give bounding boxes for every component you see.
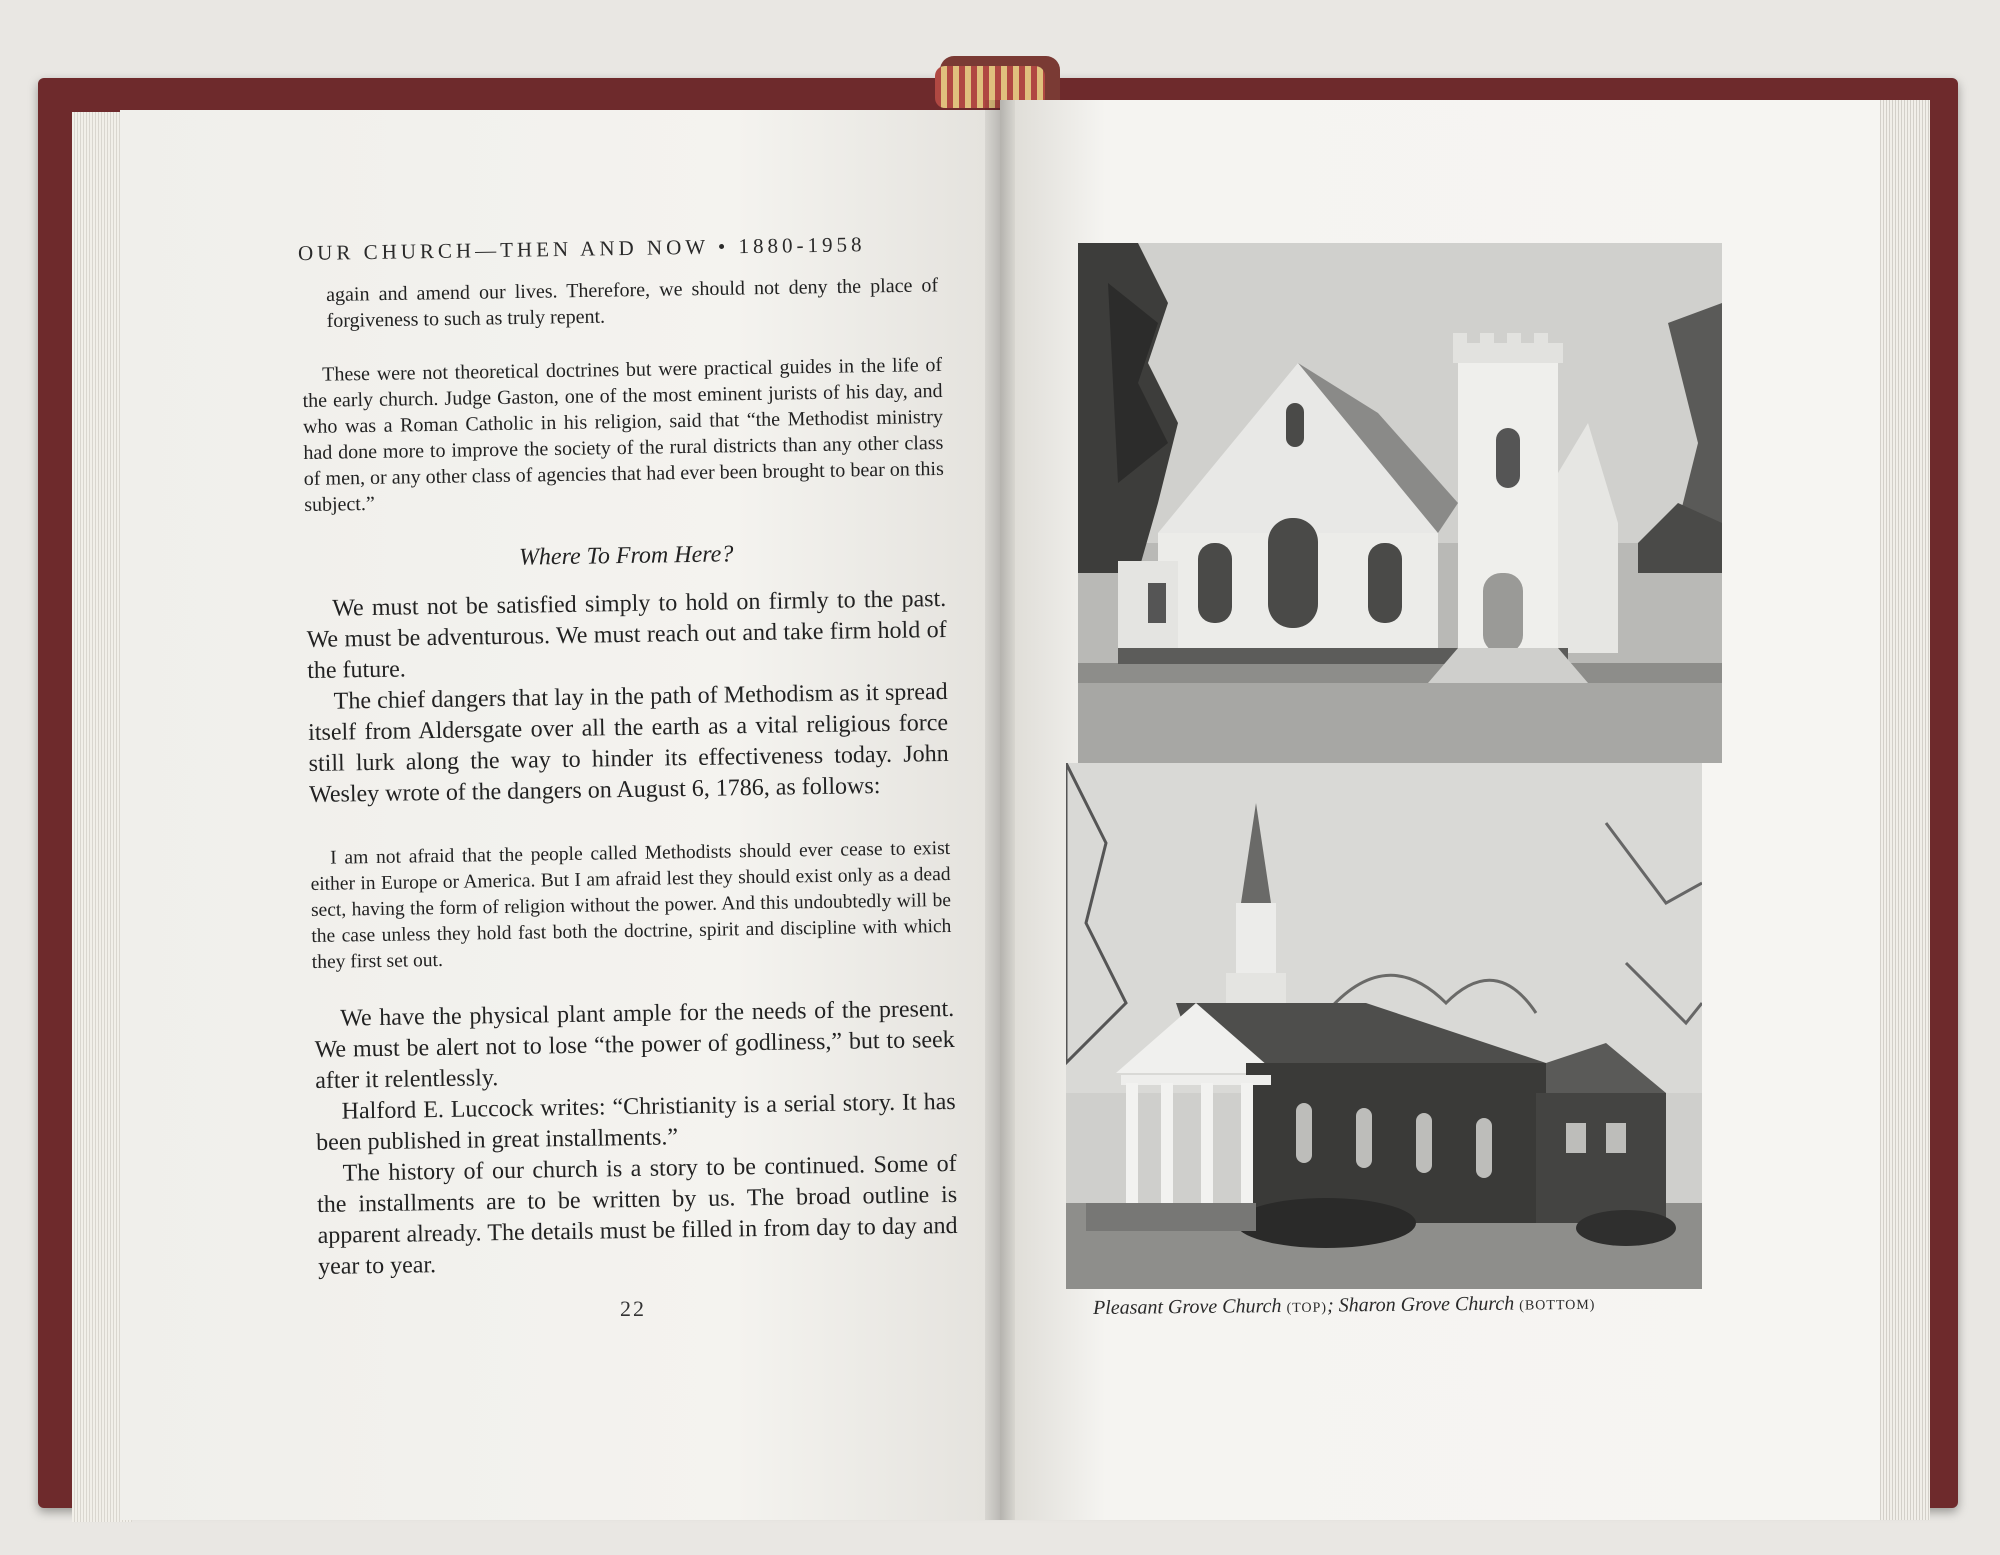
church-illustration-top: [1078, 243, 1722, 763]
text-block-top: [326, 272, 939, 334]
photo-pleasant-grove-church: [1078, 243, 1722, 763]
paragraph-continuation: again and amend our lives. Therefore, we should not deny the place of forgiveness to such as truly repent.: [326, 274, 939, 332]
gutter-shadow: [985, 100, 1015, 1520]
church-illustration-bottom: [1066, 763, 1702, 1289]
running-head: OUR CHURCH—THEN AND NOW • 1880-1958: [297, 232, 866, 266]
caption-top-name: Pleasant Grove Church: [1092, 1295, 1287, 1320]
paragraph-luccock: Halford E. Luccock writes: “Christianity is a serial story. It has been published in great installments.”: [315, 1088, 956, 1156]
paragraph-physical-plant: We have the physical plant ample for the needs of the present. We must be alert not to lose “the power of godliness,” but to seek after it relentlessly.: [314, 995, 955, 1094]
text-block-main: [306, 584, 949, 811]
caption-bottom-position: (BOTTOM): [1519, 1297, 1596, 1314]
text-block-doctrines: [302, 352, 944, 518]
caption-top-position: (TOP): [1286, 1300, 1328, 1317]
text-block-closing: [314, 994, 958, 1283]
paragraph-dangers: The chief dangers that lay in the path of Methodism as it spread itself from Aldersgate over all the earth as a vital religious force still lurk along the way to hinder its effectiveness today. John Wesley wrote of the dangers on August 6, 1786, as follows:: [307, 678, 949, 808]
wesley-quote: I am not afraid that the people called Methodists should ever cease to exist either in Europe or America. But I am afraid lest they should exist only as a dead sect, having the form of religion without the power. And this undoubtedly will be the case unless they hold fast both the doctrine, spirit and discipline with which they first set out.: [310, 837, 952, 973]
photo-sharon-grove-church: [1066, 763, 1702, 1289]
paragraph-adventurous: We must not be satisfied simply to hold on firmly to the past. We must be adventurous. We must reach out and take firm hold of the future.: [306, 585, 947, 684]
section-heading: Where To From Here?: [518, 541, 734, 571]
paragraph-history: The history of our church is a story to be continued. Some of the installments are to be written by us. The broad outline is apparent already. The details must be filled in from day to day and year to year.: [316, 1150, 958, 1280]
page-number: 22: [620, 1296, 646, 1321]
caption-separator: ; Sharon Grove Church: [1326, 1292, 1520, 1317]
quote-block: [310, 836, 952, 976]
paragraph-doctrines: These were not theoretical doctrines but were practical guides in the life of the early church. Judge Gaston, one of the most eminent jurists of his day, and who was a Roman Catholic in his religion, said that “the Methodist ministry had done more to improve the society of the rural districts than any other class of men, or any other class of agencies that had ever been brought to bear on this subject.”: [302, 353, 944, 516]
